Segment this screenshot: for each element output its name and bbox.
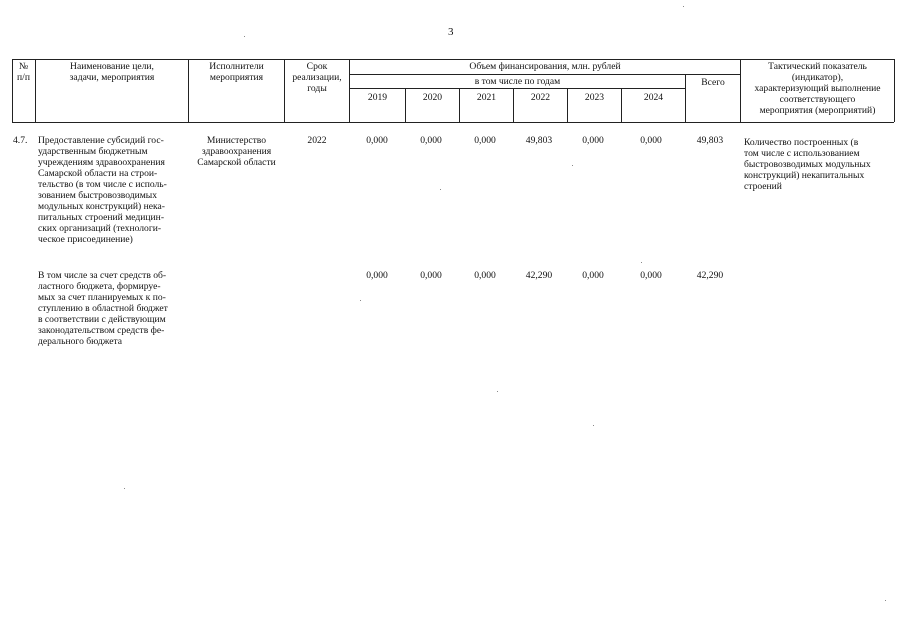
row-name-line: ских организаций (технологи- [38, 223, 162, 234]
value-2020: 0,000 [420, 270, 442, 281]
row-name-line: мых за счет планируемых к по- [38, 292, 166, 303]
row-name-line: ступлению в областной бюджет [38, 303, 168, 314]
executor-line: Министерство [206, 135, 267, 146]
scan-speck [440, 189, 441, 190]
value-total: 49,803 [696, 135, 724, 146]
row-name-line: зованием быстровозводимых [38, 190, 158, 201]
value-2024: 0,000 [640, 135, 662, 146]
scan-speck [593, 425, 594, 426]
header-year: 2019 [367, 92, 388, 103]
row-name-line: ластного бюджета, формируе- [38, 281, 161, 292]
row-name-line: В том числе за счет средств об- [38, 270, 167, 281]
indicator-line: строений [744, 181, 782, 192]
value-2022: 42,290 [525, 270, 553, 281]
row-name-line: в соответствии с действующим [38, 314, 166, 325]
row-number: 4.7. [13, 135, 28, 146]
header-total: Всего [701, 77, 725, 88]
row-name-line: Предоставление субсидий гос- [38, 135, 164, 146]
header-executors: Исполнители мероприятия [209, 61, 264, 83]
row-name-line: ческое присоединение) [38, 234, 133, 245]
page-number: 3 [448, 26, 454, 38]
executor-line: Самарской области [197, 157, 276, 168]
header-year: 2020 [422, 92, 443, 103]
row-name-line: Самарской области на строи- [38, 168, 158, 179]
scan-speck [360, 300, 361, 301]
value-2022: 49,803 [525, 135, 553, 146]
header-year: 2024 [643, 92, 664, 103]
scan-speck [572, 165, 573, 166]
value-total: 42,290 [696, 270, 724, 281]
value-2021: 0,000 [474, 270, 496, 281]
row-name-line: дерального бюджета [38, 336, 123, 347]
row-name [38, 135, 187, 245]
row-executor [189, 135, 284, 168]
header-year: 2023 [584, 92, 605, 103]
scan-speck [641, 262, 642, 263]
value-2023: 0,000 [582, 270, 604, 281]
header-year: 2021 [476, 92, 497, 103]
indicator-line: том числе с использованием [744, 148, 860, 159]
row-indicator [744, 137, 890, 192]
row-name-line: питальных строений медицин- [38, 212, 165, 223]
header-term: Срок реализации, годы [292, 61, 342, 94]
header-name: Наименование цели, задачи, мероприятия [69, 61, 155, 83]
executor-line: здравоохранения [201, 146, 272, 157]
value-2024: 0,000 [640, 270, 662, 281]
scan-speck [683, 6, 684, 7]
row-name-line: тельство (в том числе с исполь- [38, 179, 167, 190]
row-name-line: модульных конструкций) нека- [38, 201, 165, 212]
indicator-line: конструкций) некапитальных [744, 170, 865, 181]
row-name-line: законодательством средств фе- [38, 325, 165, 336]
row-name-line: ударственным бюджетным [38, 146, 148, 157]
indicator-line: быстровозводимых модульных [744, 159, 871, 170]
row-name-line: учреждениям здравоохранения [38, 157, 165, 168]
row-term: 2022 [307, 135, 327, 146]
scan-speck [885, 600, 886, 601]
row-name [38, 270, 187, 347]
indicator-line: Количество построенных (в [744, 137, 859, 148]
scan-speck [497, 391, 498, 392]
value-2019: 0,000 [366, 135, 388, 146]
header-year: 2022 [530, 92, 551, 103]
header-num: № п/п [17, 61, 30, 83]
header-by-years: в том числе по годам [474, 76, 561, 87]
header-finance: Объем финансирования, млн. рублей [469, 61, 621, 72]
value-2023: 0,000 [582, 135, 604, 146]
value-2021: 0,000 [474, 135, 496, 146]
scan-speck [124, 488, 125, 489]
value-2020: 0,000 [420, 135, 442, 146]
scan-speck [244, 36, 245, 37]
value-2019: 0,000 [366, 270, 388, 281]
header-indicator: Тактический показатель (индикатор), характеризующий выполнение соответствующего мероприятия (мероприятий) [754, 61, 881, 116]
